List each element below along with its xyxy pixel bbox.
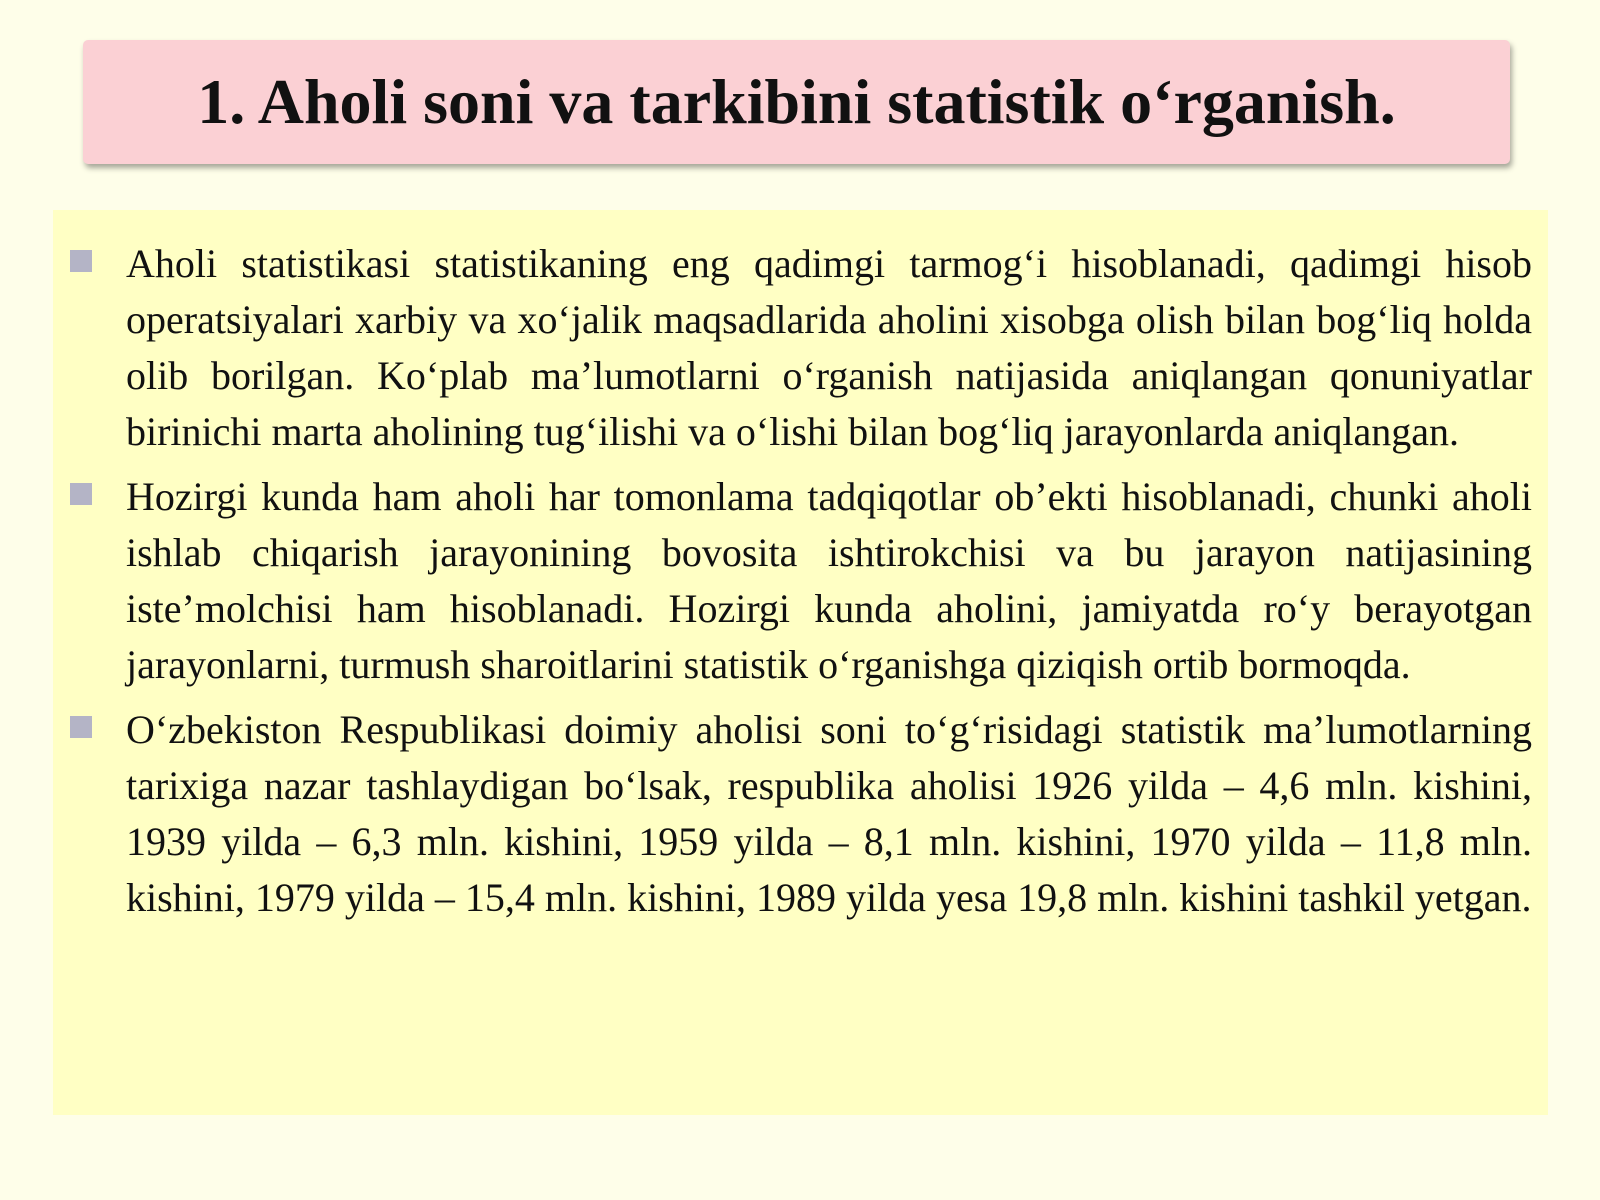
- bullet-item: [53, 702, 1548, 926]
- bullet-item: [53, 236, 1548, 460]
- bullet-text: Hozirgi kunda ham aholi har tomonlama tadqiqotlar ob’ekti hisoblanadi, chunki aholi ishlab chiqarish jarayonining bovosita ishtirokchisi va bu jarayon natijasining iste’molchisi ham hisoblanadi. Hozirgi kunda aholini, jamiyatda ro‘y berayotgan jarayonlarni, turmush sharoitlarini statistik o‘rganishga qiziqish ortib bormoqda.: [126, 474, 1532, 687]
- bullet-list: [53, 236, 1548, 935]
- content-box: [53, 210, 1548, 1115]
- square-bullet-icon: [70, 716, 92, 738]
- square-bullet-icon: [70, 250, 92, 272]
- square-bullet-icon: [70, 483, 92, 505]
- title-box: [83, 40, 1510, 164]
- bullet-text: O‘zbekiston Respublikasi doimiy aholisi soni to‘g‘risidagi statistik ma’lumotlarning tarixiga nazar tashlaydigan bo‘lsak, respublika aholisi 1926 yilda – 4,6 mln. kishini, 1939 yilda – 6,3 mln. kishini, 1959 yilda – 8,1 mln. kishini, 1970 yilda – 11,8 mln. kishini, 1979 yilda – 15,4 mln. kishini, 1989 yilda yesa 19,8 mln. kishini tashkil yetgan.: [126, 707, 1532, 920]
- slide-title: 1. Aholi soni va tarkibini statistik o‘rganish.: [197, 66, 1396, 137]
- bullet-item: [53, 469, 1548, 693]
- bullet-text: Aholi statistikasi statistikaning eng qadimgi tarmog‘i hisoblanadi, qadimgi hisob operatsiyalari xarbiy va xo‘jalik maqsadlarida aholini xisobga olish bilan bog‘liq holda olib borilgan. Ko‘plab ma’lumotlarni o‘rganish natijasida aniqlangan qonuniyatlar birinichi marta aholining tug‘ilishi va o‘lishi bilan bog‘liq jarayonlarda aniqlangan.: [126, 241, 1532, 454]
